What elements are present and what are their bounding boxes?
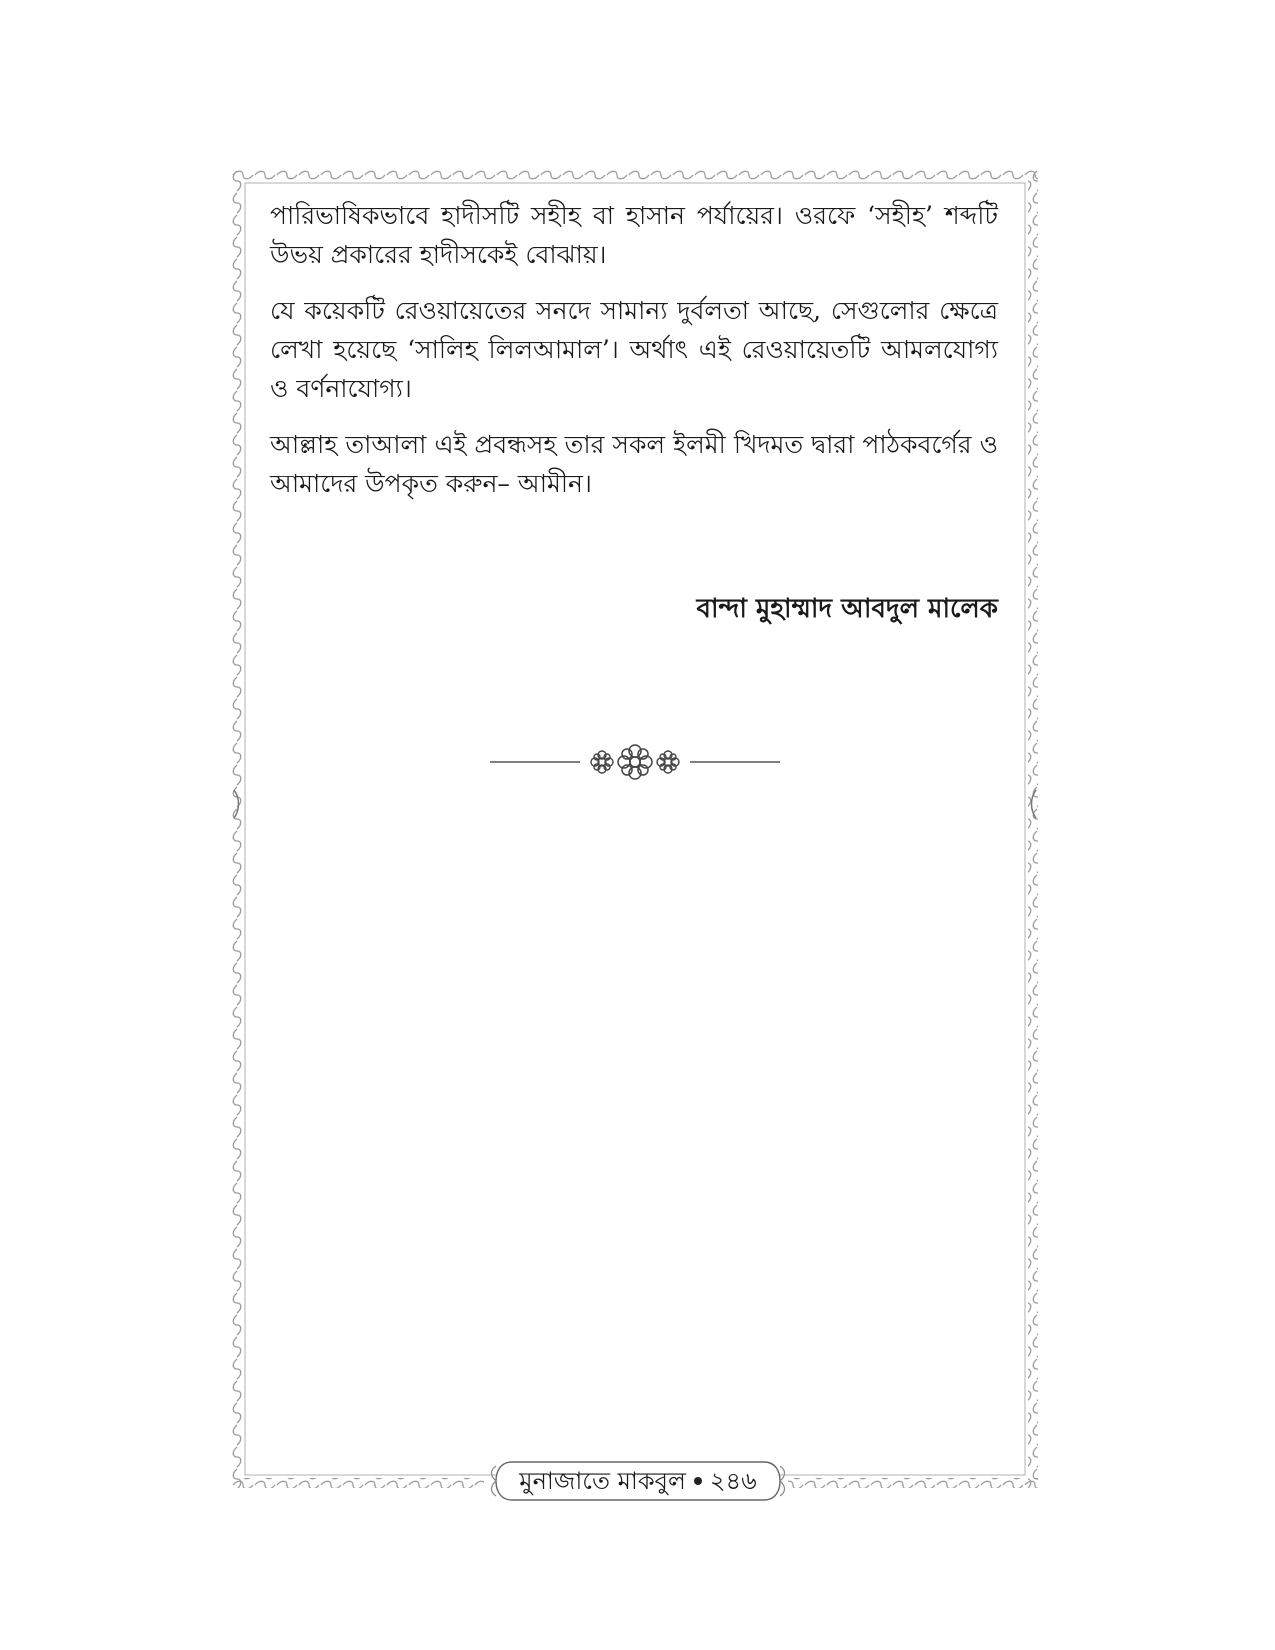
footer-text — [490, 1464, 786, 1498]
paragraph-3: আল্লাহ তাআলা এই প্রবন্ধসহ তার সকল ইলমী খিদমত দ্বারা পাঠকবর্গের ও আমাদের উপকৃত করুন– আমীন। — [270, 430, 998, 498]
book-title: মুনাজাতে মাকবুল — [519, 1467, 686, 1495]
author-signature: বান্দা মুহাম্মাদ আবদুল মালেক — [696, 594, 998, 624]
paragraph-2: যে কয়েকটি রেওয়ায়েতের সনদে সামান্য দুর্বলতা আছে, সেগুলোর ক্ষেত্রে লেখা হয়েছে ‘সালিহ লিলআমাল’। অর্থাৎ এই রেওয়ায়েতটি আমলযোগ্য ও বর্ণনাযোগ্য। — [270, 296, 998, 403]
floral-ornament-icon — [490, 740, 780, 784]
page-number: ২৪৬ — [709, 1467, 757, 1495]
paragraph-1: পারিভাষিকভাবে হাদীসটি সহীহ বা হাসান পর্যায়ের। ওরফে ‘সহীহ’ শব্দটি উভয় প্রকারের হাদীসকেই বোঝায়। — [270, 201, 998, 269]
body-text — [270, 196, 998, 520]
bullet-separator — [694, 1477, 702, 1485]
page-footer — [490, 1456, 786, 1506]
